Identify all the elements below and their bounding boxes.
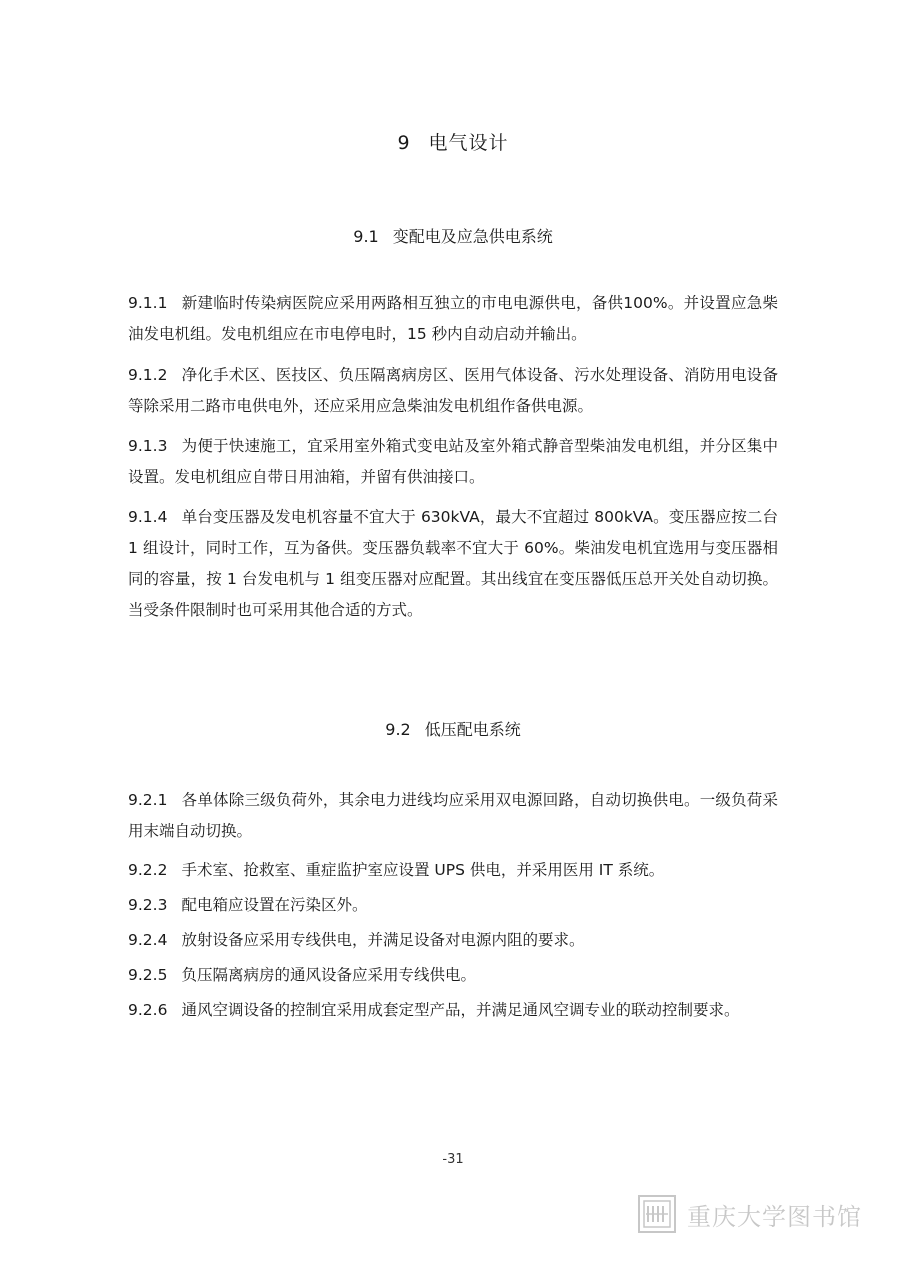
clause-text: 新建临时传染病医院应采用两路相互独立的市电电源供电，备供100%。并设置应急柴油发电机组。发电机组应在市电停电时，15 秒内自动启动并输出。 [128,294,778,343]
clause-number: 9.1.4 [128,508,168,526]
clause-number: 9.2.2 [128,861,168,879]
section-number: 9.1 [353,227,379,246]
section-title-text: 变配电及应急供电系统 [392,227,553,246]
clause-text: 负压隔离病房的通风设备应采用专线供电。 [181,966,476,984]
clause [128,855,778,886]
library-watermark [637,1193,877,1235]
chapter-number: 9 [397,132,411,154]
clause-text: 各单体除三级负荷外，其余电力进线均应采用双电源回路，自动切换供电。一级负荷采用末端自动切换。 [128,791,778,840]
clause [128,960,778,991]
clause [128,288,778,350]
clause-number: 9.2.4 [128,931,168,949]
clause-text: 放射设备应采用专线供电，并满足设备对电源内阻的要求。 [181,931,585,949]
chapter-title-text: 电气设计 [428,132,509,154]
clause [128,890,778,921]
clause-number: 9.2.3 [128,896,168,914]
clause [128,360,778,422]
section-number: 9.2 [385,720,411,739]
clause-number: 9.2.5 [128,966,168,984]
clause-text: 净化手术区、医技区、负压隔离病房区、医用气体设备、污水处理设备、消防用电设备等除采用二路市电供电外，还应采用应急柴油发电机组作备供电源。 [128,366,778,415]
section-title [128,224,778,247]
clause [128,995,778,1026]
clause-text: 单台变压器及发电机容量不宜大于 630kVA，最大不宜超过 800kVA。变压器应按二台 1 组设计，同时工作，互为备供。变压器负载率不宜大于 60%。柴油发电机宜选用与变压器相同的容量，按 1 台发电机与 1 组变压器对应配置。其出线宜在变压器低压总开关处自动切换。当受条件限制时也可采用其他合适的方式。 [128,508,778,619]
clause [128,785,778,847]
section-title [128,717,778,740]
watermark-text: 重庆大学图书馆 [687,1202,862,1231]
clause-number: 9.1.1 [128,294,168,312]
clause [128,925,778,956]
section-title-text: 低压配电系统 [424,720,521,739]
clause [128,431,778,493]
clause-number: 9.1.2 [128,366,168,384]
clause-number: 9.1.3 [128,437,168,455]
clause-number: 9.2.1 [128,791,168,809]
clause-number: 9.2.6 [128,1001,168,1019]
clause-text: 配电箱应设置在污染区外。 [181,896,368,914]
clause-text: 为便于快速施工，宜采用室外箱式变电站及室外箱式静音型柴油发电机组，并分区集中设置。发电机组应自带日用油箱，并留有供油接口。 [128,437,778,486]
page-number: -31 [442,1152,464,1167]
chapter-title [128,128,778,155]
clause-text: 通风空调设备的控制宜采用成套定型产品，并满足通风空调专业的联动控制要求。 [181,1001,740,1019]
library-logo-icon [637,1194,677,1234]
clause-text: 手术室、抢救室、重症监护室应设置 UPS 供电，并采用医用 IT 系统。 [181,861,665,879]
clause [128,502,778,626]
